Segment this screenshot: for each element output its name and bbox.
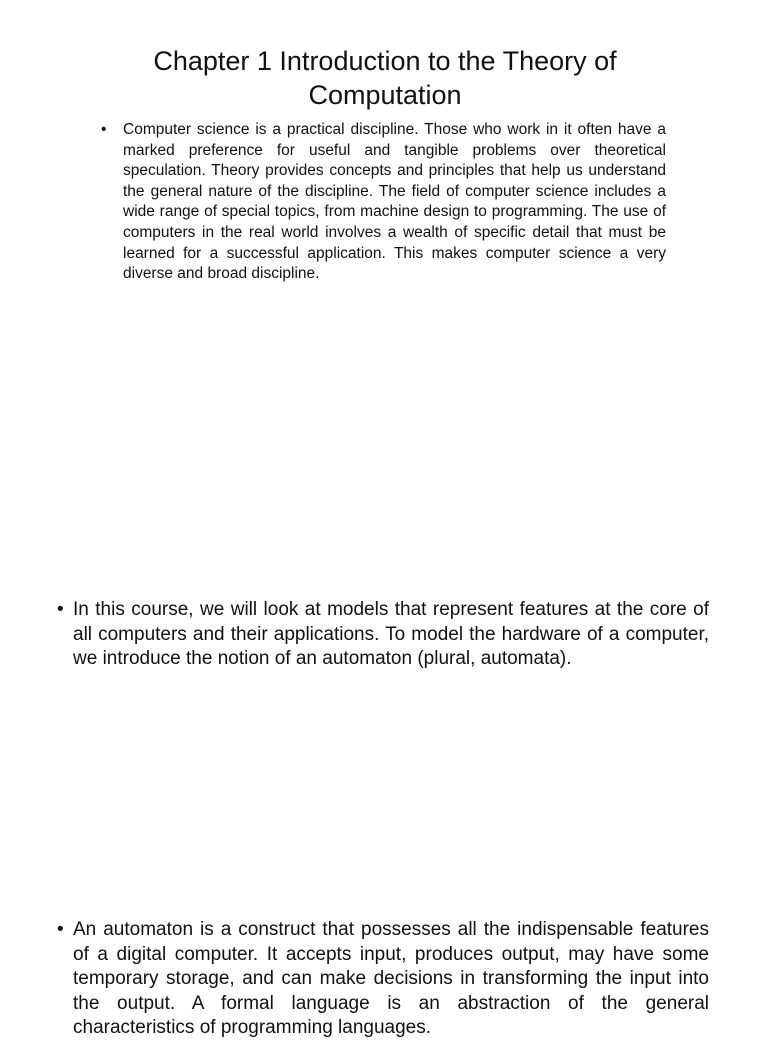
bullet-list-intro bbox=[101, 120, 666, 285]
list-item bbox=[57, 918, 709, 1041]
list-item bbox=[101, 120, 666, 285]
bullet-icon: • bbox=[57, 919, 64, 940]
bullet-icon: • bbox=[57, 599, 64, 620]
bullet-text: Computer science is a practical discipline. Those who work in it often have a marked preference for useful and tangible problems over theoretical speculation. Theory provides concepts and principles that help us understand the general nature of the discipline. The field of computer science includes a wide range of special topics, from machine design to programming. The use of computers in the real world involves a wealth of specific detail that must be learned for a successful application. This makes computer science a very diverse and broad discipline. bbox=[123, 121, 666, 283]
bullet-text: An automaton is a construct that possesses all the indispensable features of a digital computer. It accepts input, produces output, may have some temporary storage, and can make decisions in transforming the input into the output. A formal language is an abstraction of the general characteristics of programming languages. bbox=[73, 919, 709, 1038]
bullet-icon: • bbox=[101, 121, 107, 138]
bullet-text: In this course, we will look at models that represent features at the core of all computers and their applications. To model the hardware of a computer, we introduce the notion of an automaton (plural, automata). bbox=[73, 599, 709, 669]
list-item bbox=[57, 598, 709, 672]
page-title: Chapter 1 Introduction to the Theory of Computation bbox=[153, 46, 617, 110]
bullet-list-models bbox=[57, 598, 709, 672]
bullet-list-automaton bbox=[57, 918, 709, 1041]
